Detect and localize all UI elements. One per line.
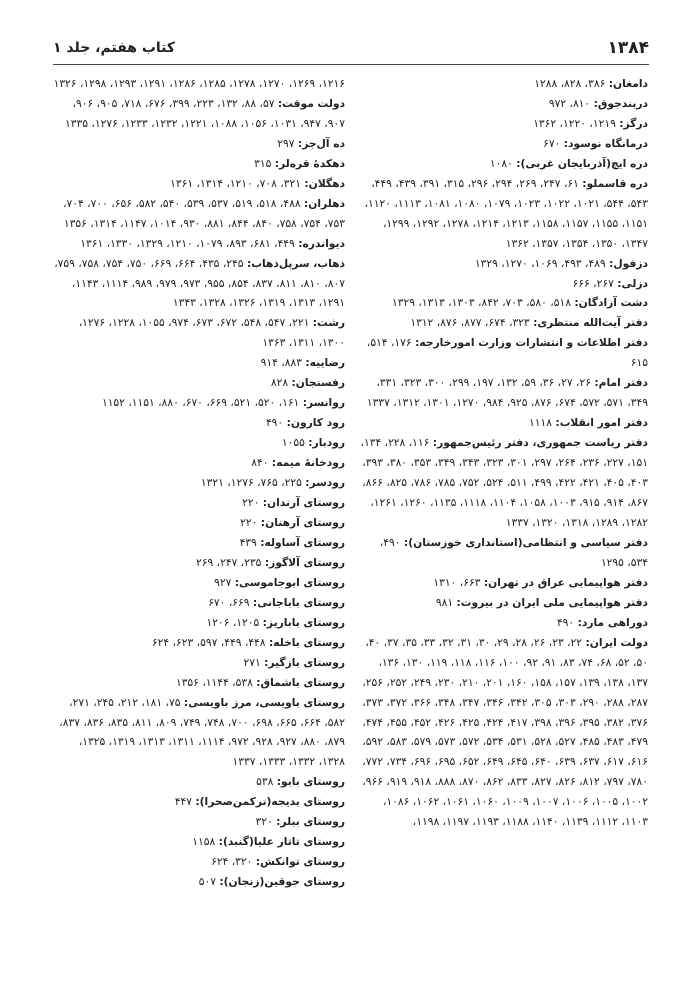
index-entry-heading: رودسر: <box>305 476 345 490</box>
index-entry-pages: ۶۱، ۲۴۷، ۲۶۹، ۲۹۴، ۲۹۶، ۳۱۵، ۳۹۱، ۴۳۹، ۴۴۹، ۵۴۳، ۵۴۴، ۱۰۲۱، ۱۰۲۲، ۱۰۲۳، ۱۰۷۹، ۱۰۸۰، ۱۰۸۱، ۱۱۱۳، ۱۱۲۰، ۱۱۵۱، ۱۱۵۵، ۱۱۵۷، ۱۱۵۸، ۱۲۱۳، ۱۲۱۴، ۱۲۷۸، ۱۲۹۲، ۱۲۹۹، ۱۳۴۷، ۱۳۵۰، ۱۳۵۴، ۱۳۵۷، ۱۳۶۲ <box>364 176 648 250</box>
index-entry-heading: روستای بدیجه(ترکمن‌صحرا): <box>195 795 345 809</box>
index-entry-heading: دشت آزادگان: <box>574 296 648 310</box>
index-entry-heading: دره ایچ(آذربایجان غربی): <box>516 156 648 170</box>
index-entry-pages: ۲۴۵، ۴۳۵، ۶۶۴، ۶۶۹، ۷۵۰، ۷۵۴، ۷۵۸، ۷۵۹، ۸۰۷، ۸۱۰، ۸۱۱، ۸۳۷، ۸۵۴، ۹۵۵، ۹۷۳، ۹۷۹، ۹۸۹، ۱۱۱۴، ۱۱۴۳، ۱۲۹۱، ۱۳۱۳، ۱۳۱۹، ۱۳۲۶، ۱۳۲۸، ۱۳۴۳ <box>54 256 345 310</box>
index-entry <box>356 254 648 274</box>
index-entry <box>356 74 648 94</box>
index-entry <box>356 633 648 833</box>
index-entry-pages: ۲۳۵، ۲۴۷، ۲۶۹ <box>196 555 265 569</box>
index-entry-pages: ۳۲۱، ۷۰۸، ۱۲۱۰، ۱۳۱۴، ۱۳۶۱ <box>170 176 305 190</box>
index-entry-pages: ۴۳۹ <box>239 535 261 549</box>
index-entry-pages: ۷۵، ۱۸۱، ۲۱۲، ۲۴۵، ۲۷۱، ۵۸۲، ۶۶۴، ۶۶۵، ۶۹۸، ۷۰۰، ۷۴۸، ۷۴۹، ۸۰۹، ۸۱۱، ۸۳۵، ۸۳۶، ۸۳۷، ۸۷۹، ۸۸۰، ۹۲۷، ۹۲۸، ۹۷۲، ۱۱۱۴، ۱۳۱۱، ۱۳۱۳، ۱۳۱۹، ۱۳۲۵، ۱۳۲۸، ۱۳۳۲، ۱۳۳۳، ۱۳۳۷ <box>59 695 345 769</box>
index-entry-pages: ۶۷۰ <box>543 136 564 150</box>
index-entry-pages: ۵۷، ۸۸، ۱۳۲، ۲۲۳، ۳۹۹، ۶۷۶، ۷۱۸، ۹۰۵، ۹۰۶، ۹۰۷، ۹۴۷، ۱۰۳۱، ۱۰۵۶، ۱۰۸۸، ۱۲۲۱، ۱۲۳۲، ۱۲۳۳، ۱۲۷۶، ۱۳۳۵ <box>65 96 345 130</box>
index-entry-pages: ۳۸۶، ۸۲۸، ۱۲۸۸ <box>534 77 609 90</box>
index-entry-pages: ۵۳۸ <box>256 775 277 789</box>
index-entry-heading: دفتر ریاست جمهوری، دفتر رئیس‌جمهور: <box>432 436 648 450</box>
index-entry <box>53 772 345 792</box>
index-entry-heading: روستای باخله: <box>268 635 345 649</box>
index-entry-heading: روستای جوقین(زنجان): <box>219 875 345 889</box>
index-entry-heading: دولت موقت: <box>277 96 345 110</box>
index-entry <box>356 333 648 373</box>
index-entry-pages: ۴۸۸، ۵۱۸، ۵۱۹، ۵۳۷، ۵۳۹، ۵۴۰، ۵۸۲، ۶۵۶، ۷۰۰، ۷۰۴، ۷۵۳، ۷۵۴، ۷۵۸، ۸۴۰، ۸۴۴، ۸۸۱، ۹۳۰، ۱۰۱۴، ۱۱۴۷، ۱۳۱۴، ۱۳۵۶ <box>63 196 345 230</box>
index-entry-pages: ۸۸۳، ۹۱۴ <box>260 356 306 370</box>
index-entry <box>356 613 648 633</box>
index-entry-pages: ۱۰۵۵ <box>281 436 309 450</box>
index-entry-pages: ۶۶۳، ۱۳۱۰ <box>433 575 484 589</box>
index-entry <box>53 254 345 314</box>
book-title: کتاب هفتم، جلد ۱ <box>53 40 176 56</box>
index-entry-pages: ۳۲۰ <box>255 815 277 829</box>
index-entry-heading: دهکدهٔ قره‌لر: <box>274 156 345 170</box>
index-entry <box>53 872 345 892</box>
index-entry <box>356 134 648 154</box>
index-entry-heading: دفتر اطلاعات و انتشارات وزارت امورخارجه: <box>415 336 648 350</box>
index-entry-heading: روستای توانکش: <box>255 855 345 869</box>
index-entry <box>53 353 345 373</box>
index-entry-pages: ۴۴۷ <box>174 795 196 809</box>
index-entry-pages: ۲۷۱ <box>243 655 265 669</box>
index-entry-pages: ۲۶، ۲۷، ۳۶، ۵۹، ۱۳۲، ۱۹۷، ۲۹۹، ۳۰۰، ۳۲۳، ۳۳۱، ۳۴۹، ۵۷۱، ۵۷۲، ۶۷۴، ۸۷۶، ۹۲۵، ۹۸۴، ۱۲۷۰، ۱۳۰۱، ۱۳۱۲، ۱۳۳۷ <box>366 376 648 410</box>
index-entry-heading: دفتر هواپیمایی ملی ایران در بیروت: <box>456 595 648 609</box>
index-entry-pages: ۲۲۰ <box>240 515 261 529</box>
index-entry-heading: روستای باویسی، مرز باویسی: <box>183 695 345 709</box>
index-entry-heading: دیواندره: <box>298 236 345 250</box>
index-entry-pages: ۱۱۶، ۲۲۸، ۱۳۴، ۱۵۱، ۲۲۷، ۲۳۶، ۲۶۴، ۲۹۷، ۳۰۱، ۳۲۳، ۳۴۳، ۳۴۹، ۳۵۳، ۳۸۰، ۳۹۳، ۴۰۳، ۴۰۵، ۴۲۱، ۴۲۲، ۴۹۹، ۵۱۱، ۵۲۴، ۷۵۲، ۷۸۵، ۷۸۶، ۸۲۵، ۸۶۶، ۸۶۷، ۹۱۴، ۹۱۵، ۱۰۰۳، ۱۰۵۸، ۱۱۰۴، ۱۱۱۸، ۱۱۳۵، ۱۲۶۰، ۱۲۶۱، ۱۲۸۲، ۱۲۸۹، ۱۳۱۸، ۱۳۲۰، ۱۳۳۷ <box>360 436 648 529</box>
index-entry <box>356 433 648 533</box>
index-entry <box>53 433 345 453</box>
index-entry-heading: دزفول: <box>609 256 648 270</box>
index-entry-heading: روستای آساوله: <box>260 535 345 549</box>
index-entry <box>53 473 345 493</box>
index-column-right <box>356 74 648 832</box>
index-entry-pages: ۲۲، ۲۳، ۲۶، ۲۸، ۲۹، ۳۰، ۳۱، ۳۲، ۳۳، ۳۵، ۳۷، ۴۰، ۵۰، ۵۲، ۶۸، ۷۴، ۸۳، ۹۱، ۹۲، ۱۰۰، ۱۱۶، ۱۱۸، ۱۱۹، ۱۳۰، ۱۳۶، ۱۳۷، ۱۳۸، ۱۳۹، ۱۵۷، ۱۵۸، ۱۶۰، ۲۰۱، ۲۱۰، ۲۳۰، ۲۴۹، ۲۵۲، ۲۵۶، ۲۸۷، ۲۸۸، ۲۹۰، ۳۰۳، ۳۰۵، ۳۴۲، ۳۴۶، ۳۴۷، ۳۴۸، ۳۶۶، ۳۷۲، ۳۷۳، ۳۷۶، ۳۸۲، ۳۹۵، ۳۹۶، ۳۹۸، ۴۱۷، ۴۲۴، ۴۲۵، ۴۲۶، ۴۵۲، ۴۵۵، ۴۷۴، ۴۷۹، ۴۸۳، ۴۸۵، ۵۲۷، ۵۲۸، ۵۳۱، ۵۳۴، ۵۷۲، ۵۷۳، ۵۷۹، ۵۸۳، ۵۹۲، ۶۱۶، ۶۱۷، ۶۳۷، ۶۳۹، ۶۴۰، ۶۴۵، ۶۴۹، ۶۵۲، ۶۹۵، ۶۹۶، ۷۳۴، ۷۷۲، ۷۸۰، ۷۹۷، ۸۱۲، ۸۲۶، ۸۲۷، ۸۳۳، ۸۶۲، ۸۷۰، ۸۸۸، ۹۱۸، ۹۱۹، ۹۶۶، ۱۰۰۲، ۱۰۰۵، ۱۰۰۶، ۱۰۰۷، ۱۰۰۹، ۱۰۶۰، ۱۰۶۱، ۱۰۶۲، ۱۰۸۶، ۱۱۰۳، ۱۱۱۲، ۱۱۳۹، ۱۱۴۰، ۱۱۸۸، ۱۱۹۳، ۱۱۹۷، ۱۱۹۸، <box>362 635 648 829</box>
index-entry <box>53 693 345 773</box>
index-entry-heading: روستای تاتار علیا(گنبد): <box>218 835 345 849</box>
index-entry-pages: ۴۴۹، ۶۸۱، ۸۹۳، ۱۰۷۹، ۱۲۱۰، ۱۳۲۹، ۱۳۳۰، ۱۳۶۱ <box>80 236 299 250</box>
index-entry-pages: ۳۲۳، ۶۷۴، ۸۷۷، ۸۷۶، ۱۳۱۲ <box>410 316 534 330</box>
index-entry-heading: دهگلان: <box>304 176 345 190</box>
page-number: ۱۳۸۴ <box>607 38 649 58</box>
index-entry-pages: ۱۲۱۶، ۱۲۶۹، ۱۲۷۰، ۱۲۷۸، ۱۲۸۵، ۱۲۸۶، ۱۲۹۱، ۱۲۹۳، ۱۲۹۸، ۱۳۲۶ <box>53 77 345 90</box>
index-entry-pages: ۱۱۵۸ <box>192 835 219 849</box>
index-entry <box>356 174 648 254</box>
index-entry-heading: دفتر آیت‌الله منتظری: <box>533 316 648 330</box>
index-entry-heading: دره قاسملو: <box>582 176 648 190</box>
index-entry-heading: رفسنجان: <box>291 376 345 390</box>
index-entry-pages: ۵۱۸، ۵۸۰، ۷۰۳، ۸۴۲، ۱۳۰۳، ۱۳۱۳، ۱۳۲۹ <box>391 296 575 310</box>
index-entry <box>356 593 648 613</box>
index-entry <box>356 413 648 433</box>
index-entry <box>53 94 345 134</box>
index-entry-pages: ۶۶۹، ۶۷۰ <box>208 595 253 609</box>
index-entry-pages: ۲۲۵، ۷۶۵، ۱۲۷۶، ۱۳۲۱ <box>200 476 306 490</box>
index-entry <box>356 274 648 294</box>
index-entry-heading: دفتر امور انقلاب: <box>555 416 648 430</box>
index-entry-pages: ۴۹۰، ۵۳۴، ۱۲۹۵ <box>379 535 648 569</box>
index-column-left <box>53 74 345 892</box>
index-entry <box>53 413 345 433</box>
index-entry-heading: رشت: <box>312 316 345 330</box>
index-entry-heading: دوراهی مارد: <box>577 615 648 629</box>
index-entry-pages: ۲۹۷ <box>277 136 298 150</box>
index-entry-pages: ۴۸۹، ۴۹۳، ۱۰۶۹، ۱۲۷۰، ۱۳۲۹ <box>474 256 610 270</box>
index-entry <box>53 573 345 593</box>
index-entry-heading: روستای آرهنان: <box>260 515 345 529</box>
index-entry <box>53 234 345 254</box>
index-entry <box>53 852 345 872</box>
index-entry-heading: روستای بابو: <box>276 775 345 789</box>
index-entry-heading: دامغان: <box>608 77 648 90</box>
index-entry <box>53 393 345 413</box>
index-entry <box>53 832 345 852</box>
index-entry <box>356 94 648 114</box>
index-entry <box>53 533 345 553</box>
index-entry-pages: ۵۰۷ <box>198 875 220 889</box>
index-entry-pages: ۱۰۸۰ <box>489 156 517 170</box>
index-entry <box>53 513 345 533</box>
index-entry-pages: ۱۱۱۸ <box>529 416 556 430</box>
index-entry-pages: ۲۲۱، ۵۴۷، ۵۴۸، ۶۷۲، ۶۷۳، ۹۷۴، ۱۰۵۵، ۱۲۲۸، ۱۲۷۶، ۱۳۰۰، ۱۳۱۱، ۱۳۶۳ <box>78 316 345 350</box>
index-entry-heading: دفتر هواپیمایی عراق در تهران: <box>483 575 648 589</box>
index-entry <box>356 313 648 333</box>
index-entry-pages: ۳۲۰، ۶۲۴ <box>211 855 256 869</box>
index-entry-heading: روستای آرندان: <box>262 496 345 510</box>
index-entry-pages: ۸۲۸ <box>270 376 292 390</box>
index-entry-heading: رضاییه: <box>305 356 345 370</box>
index-entry <box>53 653 345 673</box>
index-entry <box>53 812 345 832</box>
index-entry <box>53 313 345 353</box>
index-entry-heading: رودخانهٔ میمه: <box>271 456 345 470</box>
index-entry-heading: روستای آلاگوز: <box>264 555 345 569</box>
index-entry-heading: روستای باباریز: <box>262 615 345 629</box>
index-entry-heading: روستای ابوجاموسی: <box>234 575 345 589</box>
index-entry <box>53 593 345 613</box>
index-entry <box>356 573 648 593</box>
index-entry <box>53 174 345 194</box>
index-entry-heading: رود کارون: <box>286 416 345 430</box>
index-entry-heading: دفتر امام: <box>594 376 648 390</box>
index-entry <box>53 134 345 154</box>
index-entry-heading: ده آل‌جز: <box>297 136 345 150</box>
index-entry-pages: ۴۹۰ <box>556 615 578 629</box>
index-entry <box>53 553 345 573</box>
index-entry-heading: ذهاب، سرپل‌ذهاب: <box>246 256 345 270</box>
index-entry <box>53 74 345 94</box>
index-entry <box>356 533 648 573</box>
index-entry <box>53 613 345 633</box>
index-entry-pages: ۴۴۸، ۴۴۹، ۵۹۷، ۶۲۳، ۶۲۴ <box>151 635 269 649</box>
index-entry <box>53 792 345 812</box>
index-entry <box>53 154 345 174</box>
index-entry-pages: ۱۲۱۹، ۱۲۲۰، ۱۳۶۲ <box>533 116 620 130</box>
index-entry <box>53 194 345 234</box>
index-entry <box>53 493 345 513</box>
index-entry-heading: روستای باشماق: <box>256 675 345 689</box>
index-entry-heading: روستای بیلر: <box>276 815 345 829</box>
index-entry-heading: روانسر: <box>302 396 345 410</box>
index-entry-heading: دهلران: <box>304 196 345 210</box>
index-entry-pages: ۸۱۰، ۹۷۲ <box>548 96 594 110</box>
index-entry <box>356 293 648 313</box>
index-entry-pages: ۸۴۰ <box>251 456 272 470</box>
index-entry <box>53 453 345 473</box>
index-entry <box>356 114 648 134</box>
index-entry-pages: ۱۷۶، ۵۱۴، ۶۱۵ <box>366 336 648 370</box>
index-entry-pages: ۱۶۱، ۵۲۰، ۵۲۱، ۶۶۹، ۶۷۰، ۸۸۰، ۱۱۵۱، ۱۱۵۲ <box>101 396 303 410</box>
index-entry-heading: درگز: <box>619 116 648 130</box>
index-entry <box>356 373 648 413</box>
index-entry-pages: ۲۲۰ <box>242 496 263 510</box>
index-entry-heading: دزلی: <box>617 276 648 290</box>
index-entry-pages: ۲۶۷، ۶۶۶ <box>572 276 618 290</box>
index-entry-pages: ۹۸۱ <box>435 595 457 609</box>
index-entry-pages: ۳۱۵ <box>254 156 275 170</box>
index-entry-heading: روستای باباجانی: <box>252 595 345 609</box>
page-header <box>53 38 649 65</box>
index-entry-pages: ۵۳۸، ۱۱۴۴، ۱۳۵۶ <box>175 675 257 689</box>
index-entry-heading: دولت ایران: <box>585 635 648 649</box>
index-entry <box>53 373 345 393</box>
index-entry-heading: دفتر سیاسی و انتظامی(استانداری خوزستان): <box>403 535 648 549</box>
index-entry-pages: ۹۲۷ <box>214 575 235 589</box>
index-entry-pages: ۱۲۰۵، ۱۲۰۶ <box>206 615 263 629</box>
index-entry <box>356 154 648 174</box>
index-entry-heading: روستای بازگیر: <box>264 655 345 669</box>
index-entry <box>53 633 345 653</box>
index-entry-heading: دربندجوق: <box>593 96 648 110</box>
index-entry-pages: ۴۹۰ <box>265 416 287 430</box>
index-entry <box>53 673 345 693</box>
index-entry-heading: رودبار: <box>308 436 345 450</box>
index-entry-heading: درمانگاه نوسود: <box>563 136 648 150</box>
